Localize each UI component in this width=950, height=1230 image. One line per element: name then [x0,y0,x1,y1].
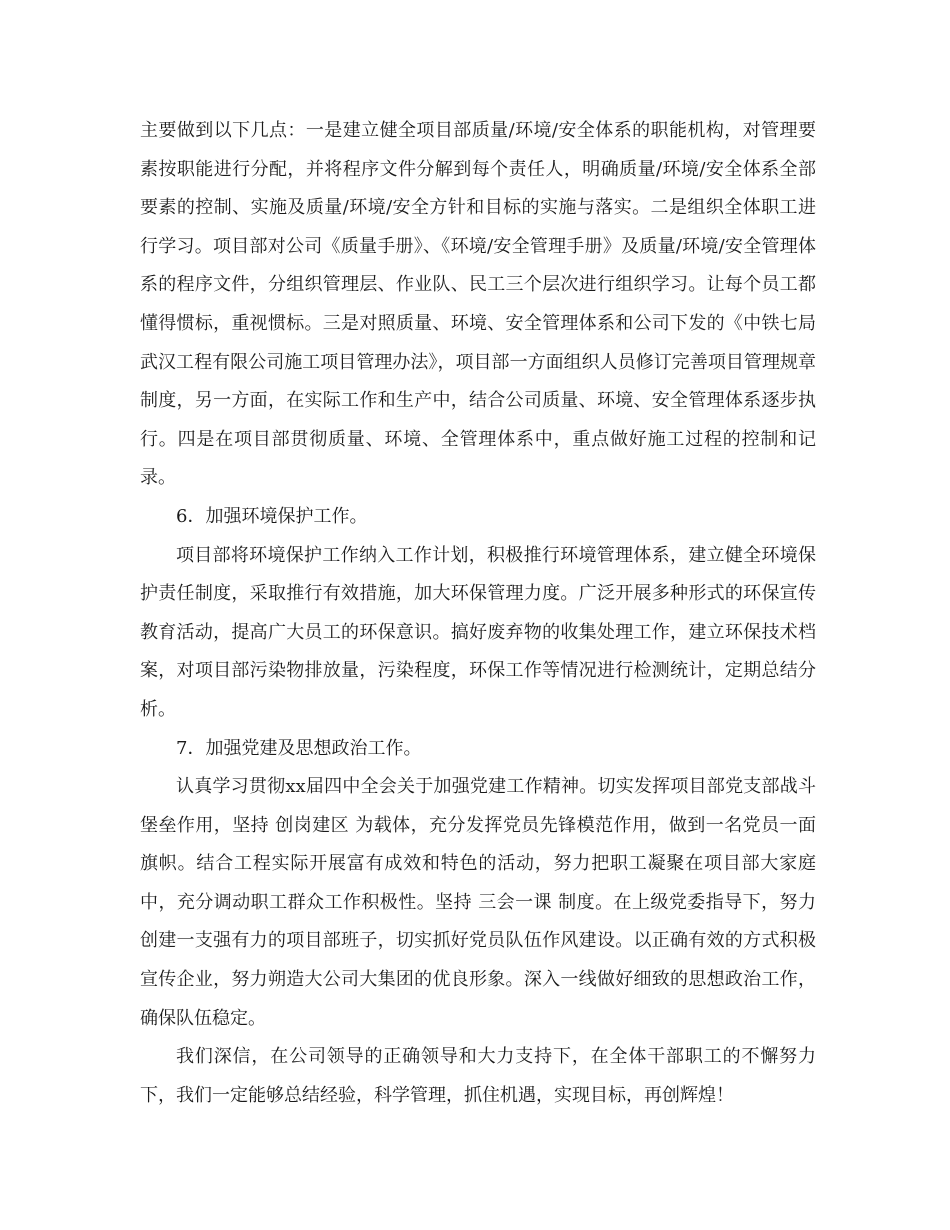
paragraph-party-building: 认真学习贯彻xx届四中全会关于加强党建工作精神。切实发挥项目部党支部战斗堡垒作用，坚持 创岗建区 为载体，充分发挥党员先锋模范作用，做到一名党员一面旗帜。结合工程实际开展富有成效和特色的活动，努力把职工凝聚在项目部大家庭中，充分调动职工群众工作积极性。坚持 三会一课 制度。在上级党委指导下，努力创建一支强有力的项目部班子，切实抓好党员队伍作风建设。以正确有效的方式积极宣传企业，努力朔造大公司大集团的优良形象。深入一线做好细致的思想政治工作，确保队伍稳定。 [140,776,816,1029]
paragraph-closing: 我们深信，在公司领导的正确领导和大力支持下，在全体干部职工的不懈努力下，我们一定能够总结经验，科学管理，抓住机遇，实现目标，再创辉煌！ [140,1046,816,1106]
document-page [140,112,816,1115]
paragraph-environment-protection: 项目部将环境保护工作纳入工作计划，积极推行环境管理体系，建立健全环境保护责任制度，采取推行有效措施，加大环保管理力度。广泛开展多种形式的环保宣传教育活动，提高广大员工的环保意识。搞好废弃物的收集处理工作，建立环保技术档案，对项目部污染物排放量，污染程度，环保工作等情况进行检测统计，定期总结分析。 [140,544,816,720]
section-heading-party-building: 7．加强党建及思想政治工作。 [176,737,422,759]
section-heading-environment: 6．加强环境保护工作。 [176,505,368,527]
paragraph-quality-system-measures: 主要做到以下几点：一是建立健全项目部质量/环境/安全体系的职能机构，对管理要素按职能进行分配，并将程序文件分解到每个责任人，明确质量/环境/安全体系全部要素的控制、实施及质量/环境/安全方针和目标的实施与落实。二是组织全体职工进行学习。项目部对公司《质量手册》、《环境/安全管理手册》及质量/环境/安全管理体系的程序文件，分组织管理层、作业队、民工三个层次进行组织学习。让每个员工都懂得惯标，重视惯标。三是对照质量、环境、安全管理体系和公司下发的《中铁七局武汉工程有限公司施工项目管理办法》，项目部一方面组织人员修订完善项目管理规章制度，另一方面，在实际工作和生产中，结合公司质量、环境、安全管理体系逐步执行。四是在项目部贯彻质量、环境、全管理体系中，重点做好施工过程的控制和记录。 [140,120,816,489]
